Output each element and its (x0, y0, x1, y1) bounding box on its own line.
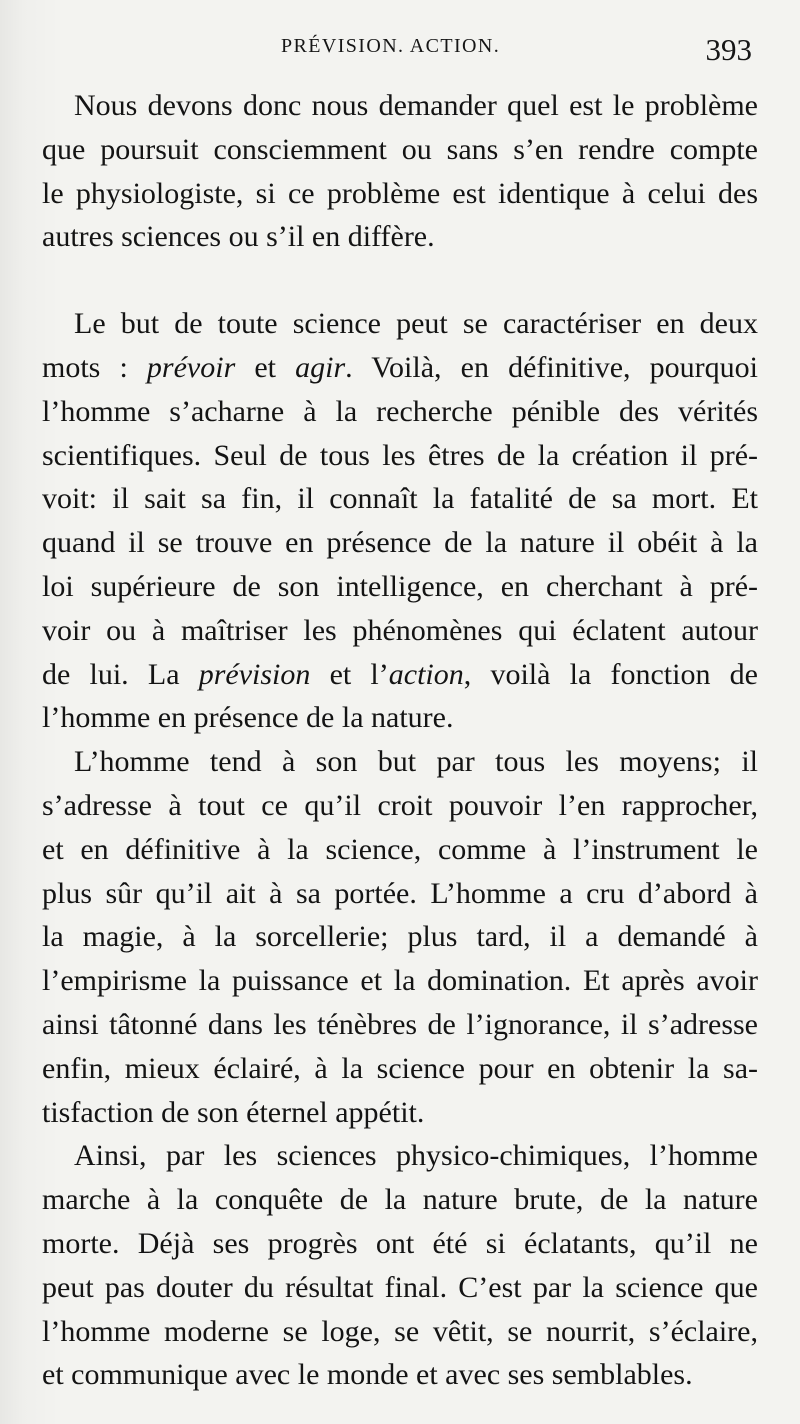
text-line: que poursuit consciemment ou sans s’en rendre compte (42, 132, 758, 166)
text-line: enfin, mieux éclairé, à la science pour en obtenir la sa- (42, 1051, 758, 1085)
text-fragment: mots : (42, 350, 147, 384)
page-header (44, 34, 758, 74)
text-line: Ainsi, par les sciences physico-chimiques, l’homme (74, 1139, 758, 1173)
text-line (42, 653, 758, 697)
text-line: Nous devons donc nous demander quel est le problème (74, 89, 758, 122)
italic-term: prévoir (146, 350, 236, 384)
paragraph-4 (42, 1134, 758, 1397)
text-line: Le but de toute science peut se caractériser en deux (74, 307, 758, 341)
text-line: plus sûr qu’il ait à sa portée. L’homme a cru d’abord à (42, 876, 758, 910)
text-line: le physiologiste, si ce problème est identique à celui des (42, 176, 758, 210)
paragraph-gap (42, 259, 758, 302)
italic-term: action (388, 657, 464, 691)
text-fragment: . Voilà, en définitive, pourquoi (345, 350, 758, 384)
text-line: l’homme s’acharne à la recherche pénible des vérités (42, 394, 758, 428)
text-fragment: et l’ (310, 657, 389, 691)
text-line: autres sciences ou s’il en diffère. (42, 220, 435, 254)
text-fragment: , voilà la fonction de (463, 657, 758, 691)
text-line (42, 346, 758, 390)
paragraph-2 (42, 302, 758, 740)
running-head: PRÉVISION. ACTION. (281, 35, 501, 57)
text-line: ainsi tâtonné dans les ténèbres de l’ignorance, il s’adresse (42, 1007, 758, 1041)
text-line: L’homme tend à son but par tous les moyens; il (74, 745, 758, 779)
italic-term: prévision (198, 657, 311, 691)
text-line: quand il se trouve en présence de la nature il obéit à la (42, 526, 758, 560)
text-line: morte. Déjà ses progrès ont été si éclatants, qu’il ne (42, 1226, 758, 1260)
paragraph-3 (42, 740, 758, 1134)
text-fragment: et (235, 350, 296, 384)
text-line: l’homme en présence de la nature. (42, 701, 454, 735)
body-text (42, 84, 758, 1397)
text-line: tisfaction de son éternel appétit. (42, 1095, 425, 1129)
text-line: et en définitive à la science, comme à l’instrument le (42, 832, 758, 866)
paragraph-1 (42, 84, 758, 259)
text-line: loi supérieure de son intelligence, en cherchant à pré- (42, 569, 758, 603)
text-fragment: de lui. La (42, 657, 199, 691)
text-line: et communique avec le monde et avec ses semblables. (42, 1358, 693, 1392)
page-number: 393 (705, 32, 752, 67)
text-line: l’homme moderne se loge, se vêtit, se nourrit, s’éclaire, (42, 1314, 758, 1348)
text-line: s’adresse à tout ce qu’il croit pouvoir l’en rapprocher, (42, 788, 758, 822)
italic-term: agir (295, 350, 346, 384)
text-line: peut pas douter du résultat final. C’est par la science que (42, 1270, 758, 1304)
text-line: voit: il sait sa fin, il connaît la fatalité de sa mort. Et (42, 482, 758, 516)
text-line: scientifiques. Seul de tous les êtres de la création il pré- (42, 438, 758, 472)
text-line: la magie, à la sorcellerie; plus tard, il a demandé à (42, 920, 758, 954)
text-line: l’empirisme la puissance et la domination. Et après avoir (42, 964, 758, 998)
text-line: marche à la conquête de la nature brute, de la nature (42, 1183, 758, 1217)
text-line: voir ou à maîtriser les phénomènes qui éclatent autour (42, 613, 758, 647)
